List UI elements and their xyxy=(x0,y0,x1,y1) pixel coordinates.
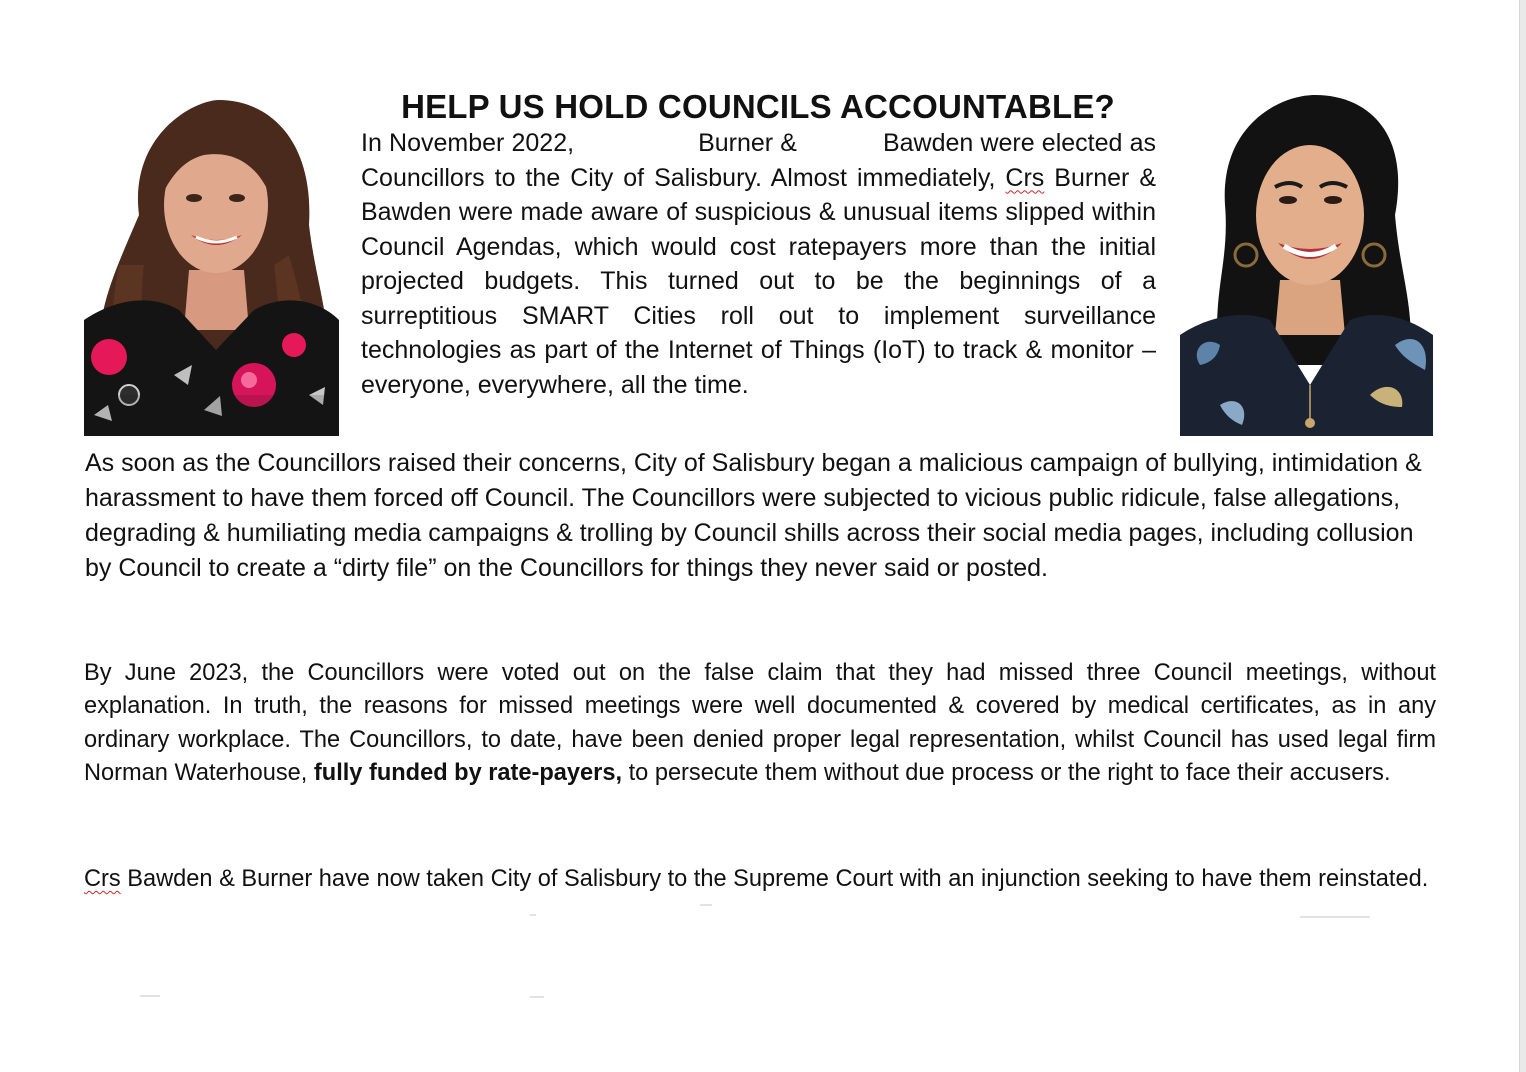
portrait-photo-icon xyxy=(84,95,339,436)
portrait-photo-icon xyxy=(1180,95,1433,436)
paragraph-voted-out-text-b: to persecute them without due process or the right to face their accusers. xyxy=(622,760,1391,787)
intro-text-a: as Councillors to the City of Salisbury. Almost immediately, xyxy=(361,129,1156,192)
intro-line1-middle: Burner & xyxy=(698,129,797,157)
scan-artifact xyxy=(1300,916,1370,918)
intro-line1-start: In November 2022, xyxy=(361,129,575,157)
page-scrollbar-edge xyxy=(1519,0,1526,1072)
paragraph-supreme-court-text: Bawden & Burner have now taken City of Salisbury to the Supreme Court with an injunction seeking to have them reinstated. xyxy=(120,866,1429,892)
spellcheck-word: Crs xyxy=(84,866,121,892)
page-title: HELP US HOLD COUNCILS ACCOUNTABLE? xyxy=(401,88,1115,125)
paragraph-voted-out xyxy=(84,657,1436,791)
scan-artifact xyxy=(140,995,160,997)
intro-line1-end: Bawden were elected xyxy=(882,129,1123,157)
scan-artifact xyxy=(530,914,536,916)
paragraph-voted-out-text-a: By June 2023, the Councillors were voted out on the false claim that they had missed three Council meetings, without explanation. In truth, the reasons for missed meetings were well documented & covered by medical certificates, as in any ordinary workplace. The Councillors, to date, have been denied proper legal representation, whilst Council has used legal firm Norman Waterhouse, xyxy=(84,660,1436,787)
councillor-bawden-photo xyxy=(1180,95,1433,436)
paragraph-campaign: As soon as the Councillors raised their concerns, City of Salisbury began a malicious campaign of bullying, intimidation & harassment to have them forced off Council. The Councillors were subjected to vicious public ridicule, false allegations, degrading & humiliating media campaigns & trolling by Council shills across their social media pages, including collusion by Council to create a “dirty file” on the Councillors for things they never said or posted. xyxy=(85,449,1422,582)
paragraph-supreme-court xyxy=(84,863,1436,896)
intro-paragraph xyxy=(361,126,1156,402)
scan-artifact xyxy=(530,996,544,998)
scan-artifact xyxy=(700,904,712,906)
councillor-burner-photo xyxy=(84,95,339,436)
paragraph-voted-out-bold: fully funded by rate-payers, xyxy=(313,760,623,787)
intro-text-b: Burner & Bawden were made aware of suspicious & unusual items slipped within Council Agendas, which would cost ratepayers more than the initial projected budgets. This turned out to be the beginnings of a surreptitious SMART Cities roll out to implement surveillance technologies as part of the Internet of Things (IoT) to track & monitor – everyone, everywhere, all the time. xyxy=(361,163,1156,399)
spellcheck-word: Crs xyxy=(1005,163,1045,192)
